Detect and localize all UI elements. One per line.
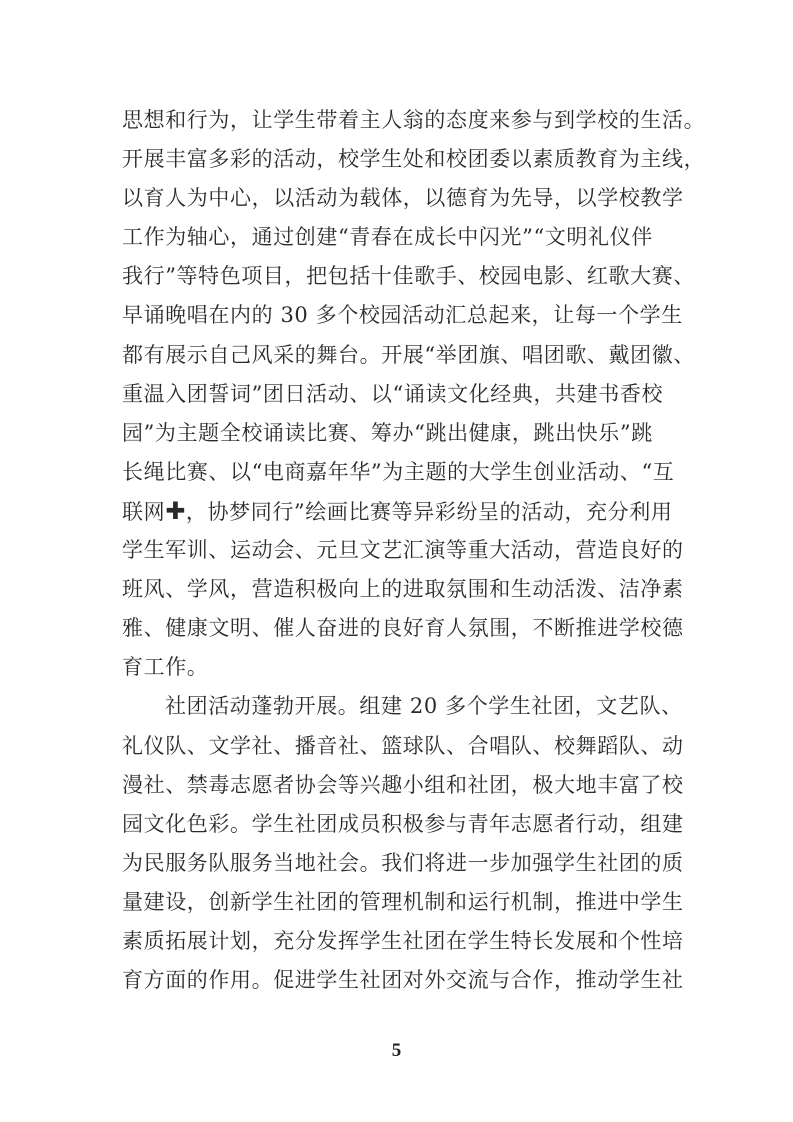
text-line: 早诵晚唱在内的 30 多个校园活动汇总起来，让每一个学生	[122, 303, 683, 328]
text-line: 都有展示自己风采的舞台。开展“举团旗、唱团歌、戴团徽、	[122, 342, 695, 367]
text-line: 思想和行为，让学生带着主人翁的态度来参与到学校的生活。	[122, 108, 706, 132]
text-line: 为民服务队服务当地社会。我们将进一步加强学生社团的质	[122, 850, 684, 875]
body-text	[122, 101, 706, 1000]
text-line: 长绳比赛、以“电商嘉年华”为主题的大学生创业活动、“互	[122, 459, 675, 484]
text-line: 礼仪队、文学社、播音社、篮球队、合唱队、校舞蹈队、动	[122, 733, 684, 758]
text-line: 素质拓展计划，充分发挥学生社团在学生特长发展和个性培	[122, 928, 684, 953]
text-line: 工作为轴心，通过创建“青春在成长中闪光”“文明礼仪伴	[122, 225, 653, 250]
text-segment: 联网	[122, 499, 166, 524]
text-line: 漫社、禁毒志愿者协会等兴趣小组和社团，极大地丰富了校	[122, 772, 684, 797]
text-line: 园”为主题全校诵读比赛、筹办“跳出健康，跳出快乐”跳	[122, 420, 653, 445]
text-line: 育方面的作用。促进学生社团对外交流与合作，推动学生社	[122, 968, 684, 993]
text-line: 开展丰富多彩的活动，校学生处和校团委以素质教育为主线，	[122, 147, 706, 172]
page-number: 5	[391, 1040, 402, 1061]
text-line: 雅、健康文明、催人奋进的良好育人氛围，不断推进学校德	[122, 616, 684, 641]
text-line: 园文化色彩。学生社团成员积极参与青年志愿者行动，组建	[122, 811, 684, 836]
plus-icon: ✚	[165, 496, 186, 525]
text-line: 我行”等特色项目，把包括十佳歌手、校园电影、红歌大赛、	[122, 264, 695, 289]
text-line: 学生军训、运动会、元旦文艺汇演等重大活动，营造良好的	[122, 538, 684, 563]
text-segment: ，协梦同行”绘画比赛等异彩纷呈的活动，充分利用	[185, 499, 673, 524]
text-line	[122, 492, 682, 531]
text-line: 班风、学风，营造积极向上的进取氛围和生动活泼、洁净素	[122, 577, 684, 602]
text-line: 重温入团誓词”团日活动、以“诵读文化经典，共建书香校	[122, 381, 664, 406]
text-line: 育工作。	[122, 655, 209, 680]
paragraph-start-line: 社团活动蓬勃开展。组建 20 多个学生社团，文艺队、	[165, 694, 683, 719]
text-line: 量建设，创新学生社团的管理机制和运行机制，推进中学生	[122, 889, 684, 914]
text-line: 以育人为中心，以活动为载体，以德育为先导，以学校教学	[122, 186, 684, 211]
